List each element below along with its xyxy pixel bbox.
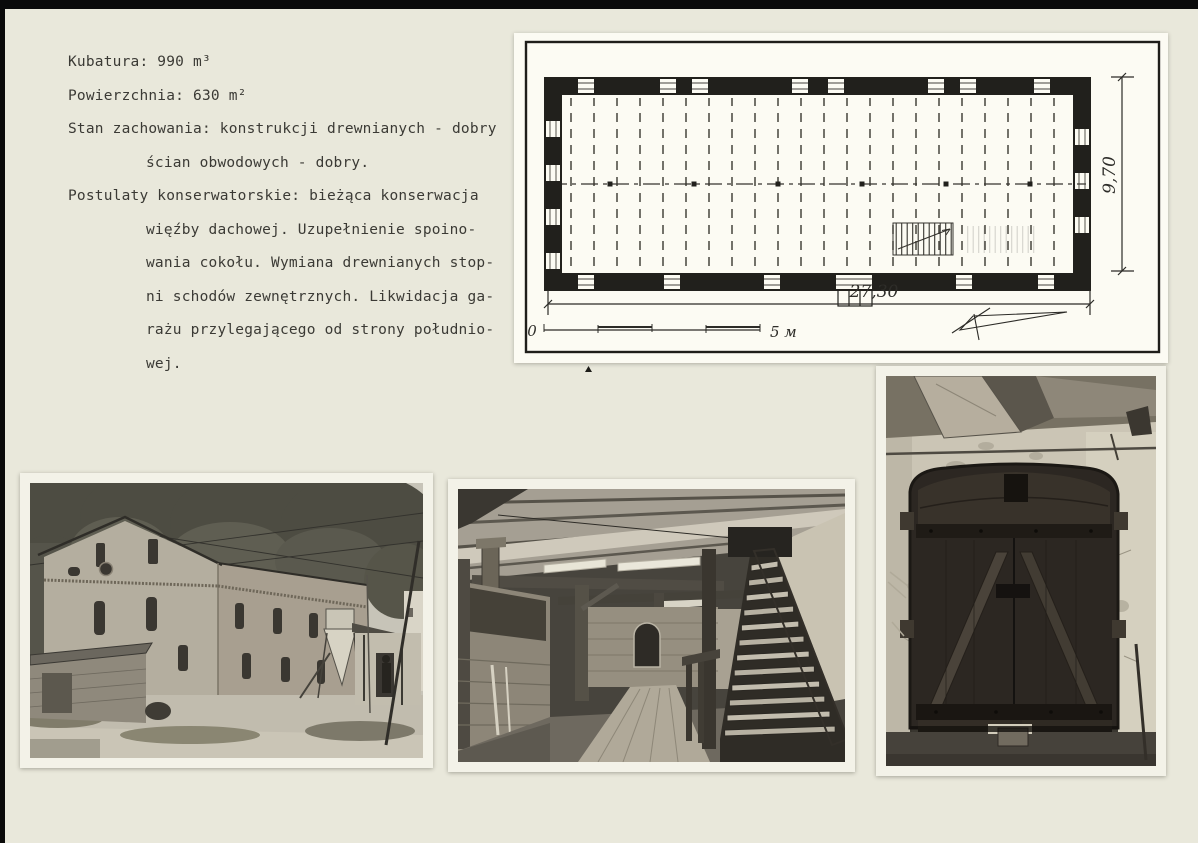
door-latch [996, 584, 1030, 598]
round-window [100, 563, 113, 576]
text-line: ścian obwodowych - dobry. [146, 154, 370, 171]
text-line: rażu przylegającego od strony południo- [146, 322, 495, 338]
text-line: Kubatura: 990 m³ [68, 54, 211, 70]
photo-granary-exterior [20, 473, 433, 768]
loft-hatch [728, 527, 792, 557]
floorplan-drawing [514, 33, 1168, 363]
text-line: ni schodów zewnętrznych. Likwidacja ga- [146, 288, 495, 305]
north-arrow [952, 308, 1067, 340]
scale-bar [527, 322, 797, 341]
text-line: więźby dachowej. Uzupełnienie spoino- [146, 221, 477, 238]
photo-wooden-doors [876, 366, 1166, 776]
ink-speck [585, 366, 592, 372]
plan-length-label: 27,30 [849, 282, 899, 302]
building-outline [545, 78, 1090, 306]
text-line: wania cokołu. Wymiana drewnianych stop- [146, 255, 495, 271]
length-dimension [544, 290, 1094, 315]
wooden-doors-image [886, 376, 1156, 766]
info-text-block [68, 46, 497, 381]
interior-staircase-image [458, 489, 845, 762]
text-line: wej. [146, 355, 182, 372]
stair-post [702, 549, 716, 749]
top-hinge-pintle [1004, 474, 1028, 502]
barrel [145, 702, 171, 720]
text-line: Powierzchnia: 630 m² [68, 87, 247, 104]
staircase [682, 513, 845, 762]
floor [886, 724, 1156, 766]
text-line: Stan zachowania: konstrukcji drewnianych - dobry [68, 121, 497, 137]
scan-edge-top [0, 0, 1198, 9]
scale-zero-label: 0 [527, 322, 537, 340]
granary-exterior-image [30, 483, 423, 758]
text-line: Postulaty konserwatorskie: bieżąca konserwacja [68, 188, 479, 204]
floorplan-card [514, 33, 1168, 363]
scan-edge-left [0, 0, 5, 843]
double-door [900, 464, 1128, 742]
photo-interior-staircase [448, 479, 855, 772]
plan-width-label: 9,70 [1100, 156, 1120, 194]
arched-window [634, 623, 660, 667]
scale-five-label: 5 м [770, 323, 797, 341]
